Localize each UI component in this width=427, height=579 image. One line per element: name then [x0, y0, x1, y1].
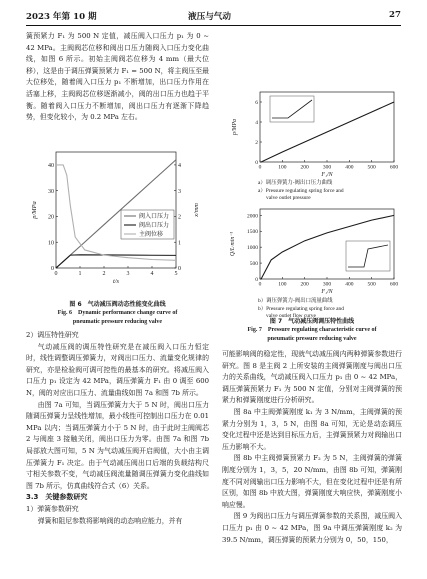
figure-7-caption-zh: 图 7 气动减压阀调压特性曲线 [269, 318, 355, 325]
inset-frame [346, 241, 390, 271]
header-journal: 液压与气动 [188, 12, 231, 22]
series-line-3 [56, 165, 176, 260]
left-column-top [26, 31, 209, 124]
y-tick-label: 0 [255, 276, 258, 283]
figure-7a [226, 88, 402, 180]
section-heading: 3.3 关键参数研究 [26, 493, 88, 502]
figure-6-caption-en-1: Fig. 6 Dynamic performance change curve of [57, 310, 178, 316]
figure-7b-subcaption-en-2: valve outlet flow curve [266, 313, 316, 320]
paragraph: 由图 7a 可知，当调压弹簧力大于 5 N 时，阀出口压力随调压弹簧力呈线性增加，最小线性可控制出口压力在 0.01 MPa 以内；当调压弹簧力小于 5 N 时，由于此时主阀阀芯 2 与阀座 3 接触关闭，阀出口压力为零。由图 7a 和图 7b 局部放大图可知，5 N 为气动减压阀开启阀值，大小由主调压弹簧力 F₁ 决定。由于气动减压阀出口后端的负载结构尺寸相关参数不变，气动减压阀流量随调压弹簧力变化曲线如图 7b 所示，仿真曲线符合式（6）关系。 [26, 400, 209, 490]
y-tick-label: 10 [48, 240, 54, 247]
x-axis-label: F₁/N [321, 172, 333, 178]
figure-6 [26, 146, 209, 296]
y-axis-label: p/MPa [232, 118, 238, 136]
header-issue: 2023 年第 10 期 [26, 12, 97, 22]
figure-6-caption-zh: 图 6 气动减压阀动态性能变化曲线 [69, 301, 166, 308]
figure-7b-chart [226, 205, 402, 297]
x-tick-label: 1 [78, 271, 82, 277]
x-tick-label: 0 [258, 281, 262, 288]
paragraph: 气动减压阀的调压特性研究是在减压阀入口压力恒定时，线性调整调压弹簧力，对阀出口压力、流量变化规律的研究，亦是检验阀可调可控性的最基本的研究。将减压阀入口压力 p₁ 设定为 42 MPa，调压弹簧力 F₁ 由 0 调至 600 N，阀的对应出口压力、流量曲线如图 7a 和图 7b 所示。 [26, 342, 209, 397]
section-heading: 2）调压特性研究 [26, 331, 79, 339]
x-tick-label: 100 [278, 281, 287, 288]
figure-7-caption-en-1: Fig. 7 Pressure regulating characteristic curve of [247, 327, 377, 333]
x-axis-label: t/s [112, 278, 120, 285]
right-column-text [222, 349, 402, 546]
x-tick-label: 3 [126, 271, 130, 277]
header-page-number: 27 [389, 10, 401, 20]
x-tick-label: 0 [258, 164, 262, 171]
legend-label-2: 阀出口压力 [139, 223, 170, 230]
x-tick-label: 200 [300, 281, 309, 288]
x-tick-label: 200 [300, 164, 309, 171]
figure-6-chart [26, 146, 209, 296]
y-tick-label: 0 [255, 159, 258, 166]
legend-label-1: 阀入口压力 [139, 214, 170, 221]
y-right-tick-label: 3 [178, 188, 181, 195]
paragraph: 簧预紧力 F₁ 为 500 N 定值，减压阀入口压力 p₁ 为 0 ~ 42 MPa。主阀阀芯位移和阀出口压力随阀入口压力变化曲线，如图 6 所示。初始主阀阀芯位移为 4 mm（最大位移），这是由于调压弹簧预紧力 F₁ = 500 N，将主阀压至最大位移处，随着阀入口压力 p₁ 不断增加，出口压力作用在活塞上移，主阀阀芯位移逐渐减小，阀的出口压力也趋于平衡。随着阀入口压力不断增加，阀出口压力有逐渐下降趋势，但变化较小，为 0.2 MPa 左右。 [26, 32, 209, 122]
y-axis-label: p/MPa [31, 201, 38, 219]
y-tick-label: 2 [255, 139, 258, 146]
figure-7a-subcaption-en-1: a）Pressure regulating spring force and [258, 187, 344, 194]
figure-7a-subcaption [258, 180, 408, 203]
x-tick-label: 600 [389, 281, 399, 288]
y-tick-label: 4 [255, 119, 258, 126]
figure-7b [226, 205, 402, 297]
figure-7-caption-en-2: pneumatic pressure reducing valve [267, 336, 357, 342]
x-tick-label: 300 [322, 281, 332, 288]
y-tick-label: 2000 [247, 213, 258, 220]
y-tick-label: 20 [48, 214, 54, 221]
figure-6-caption-en-2: pneumatic pressure reducing valve [72, 319, 163, 325]
x-tick-label: 400 [345, 164, 354, 171]
x-tick-label: 300 [322, 164, 332, 171]
y-right-tick-label: 0 [178, 266, 181, 273]
x-axis-label: F₁/N [321, 289, 333, 295]
y-right-axis-label: x/mm [193, 203, 200, 217]
x-tick-label: 600 [389, 164, 399, 171]
y-right-tick-label: 4 [178, 162, 181, 169]
y-tick-label: 1000 [247, 245, 258, 252]
figure-6-caption [26, 300, 209, 327]
x-tick-label: 400 [345, 281, 354, 288]
figure-7a-subcaption-en-2: valve outlet pressure [266, 195, 311, 202]
figure-7b-subcaption-zh: b）调压弹簧力-阀出口流量曲线 [258, 298, 333, 304]
x-tick-label: 5 [174, 271, 178, 277]
y-tick-label: 30 [48, 188, 54, 195]
y-tick-label: 6 [255, 99, 258, 106]
x-tick-label: 4 [150, 271, 154, 277]
y-tick-label: 1500 [247, 229, 258, 236]
header-rule [26, 25, 401, 26]
paragraph: 图 9 为阀出口压力与调压弹簧参数的关系图，减压阀入口压力 p₁ 由 0 ~ 42 MPa，图 9a 中调压弹簧刚度 k₂ 为 39.5 N/mm，调压弹簧的预紧力分别为 0，50，150， [222, 512, 402, 544]
x-tick-label: 0 [54, 271, 58, 277]
y-right-tick-label: 2 [178, 214, 181, 221]
y-right-tick-label: 1 [178, 240, 181, 247]
x-tick-label: 100 [278, 164, 287, 171]
paragraph: 图 8a 中主阀弹簧刚度 k₁ 为 3 N/mm，主阀弹簧的预紧力分别为 1，3，5 N，由图 8a 可知，无论是动态调压变化过程中还是达到目标压力后，主弹簧预紧力对阀输出口压力影响不大。 [222, 407, 402, 451]
x-tick-label: 500 [367, 164, 376, 171]
legend-label-3: 主阀位移 [139, 232, 164, 239]
y-axis-label: Q/L·min⁻¹ [230, 231, 236, 257]
y-tick-label: 40 [48, 162, 54, 169]
figure-7a-subcaption-zh: a）调压弹簧力-阀出口压力曲线 [258, 180, 333, 186]
paragraph: 弹簧和阻尼参数将影响阀的动态响应能力，并有 [37, 516, 183, 525]
y-tick-label: 500 [249, 261, 258, 268]
y-tick-label: 0 [51, 266, 54, 273]
running-header [26, 10, 401, 24]
left-column-bottom [26, 330, 209, 527]
section-heading: 1）弹簧参数研究 [26, 504, 79, 513]
x-tick-label: 500 [367, 281, 376, 288]
paragraph: 可能影响阀的稳定性，现就气动减压阀内两种弹簧参数进行研究。图 8 是主阀 2 上所安装的主阀弹簧刚度与阀出口压力的关系曲线，气动减压阀入口压力 p₁ 由 0 ~ 42 MPa，调压弹簧预紧力 F₁ 为 500 N 定值，分别对主阀弹簧的预紧力和弹簧刚度进行分析研究。 [222, 350, 402, 405]
paragraph: 图 8b 中主阀弹簧预紧力 F₂ 为 5 N，主阀弹簧的弹簧刚度分别为 1，3，5，20 N/mm，由图 8b 可知，弹簧刚度不同对阀输出口压力影响不大，但在变化过程中还是有所区别，如图 8b 中放大图，弹簧刚度大响应快，弹簧刚度小响应慢。 [222, 454, 402, 509]
figure-7a-chart [226, 88, 402, 180]
figure-7-caption [222, 317, 402, 344]
figure-7b-subcaption-en-1: b）Pressure regulating spring force and [258, 305, 344, 312]
x-tick-label: 2 [102, 271, 106, 277]
